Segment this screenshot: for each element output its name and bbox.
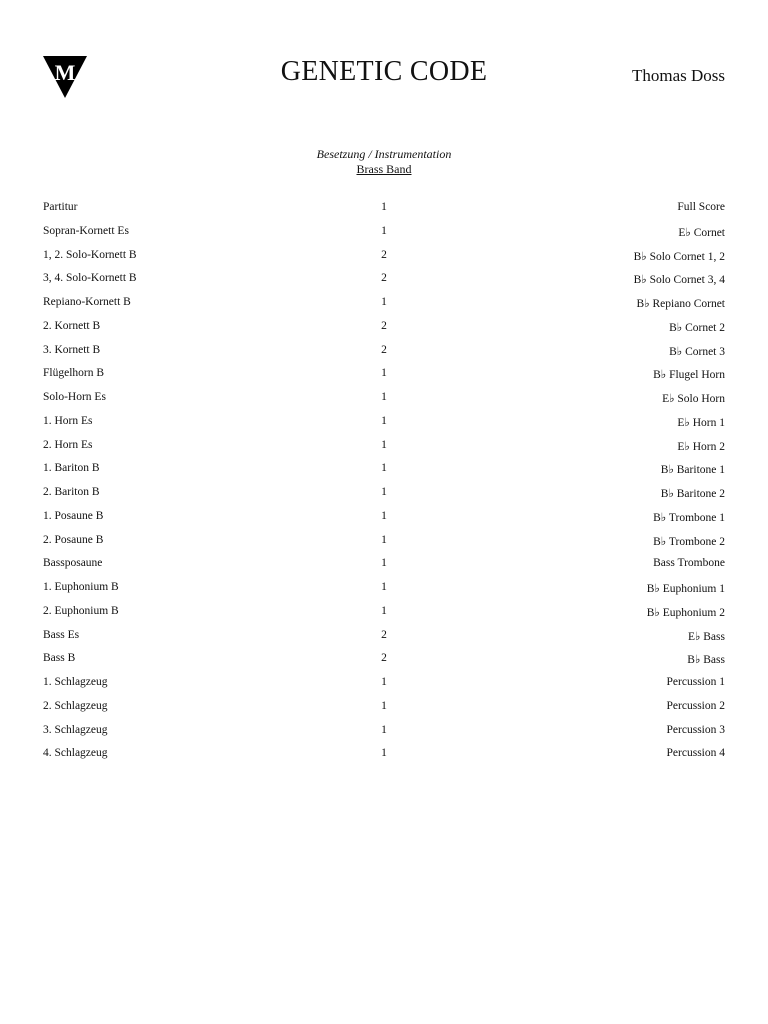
part-name-german: Flügelhorn B — [43, 367, 105, 380]
part-name-german: 1. Horn Es — [43, 414, 93, 427]
instrumentation-heading — [0, 147, 768, 177]
part-name-german: 1, 2. Solo-Kornett B — [43, 248, 137, 261]
part-name-english: Percussion 3 — [666, 723, 725, 736]
part-row — [43, 367, 725, 391]
part-name-german: Sopran-Kornett Es — [43, 224, 129, 237]
part-count: 1 — [381, 486, 387, 498]
part-name-english: B♭ Cornet 3 — [669, 345, 725, 358]
part-count: 1 — [381, 438, 387, 451]
part-name-english: B♭ Solo Cornet 3, 4 — [633, 274, 725, 287]
part-name-english: B♭ Trombone 1 — [653, 511, 725, 524]
part-name-german: Bass B — [43, 652, 76, 665]
part-row — [43, 225, 725, 249]
part-name-german: 4. Schlagzeug — [43, 747, 108, 760]
part-name-german: 1. Posaune B — [43, 509, 104, 522]
part-row — [43, 462, 725, 486]
part-count: 2 — [381, 248, 387, 261]
part-count: 1 — [381, 723, 387, 736]
part-count: 1 — [381, 581, 387, 593]
part-name-german: 2. Horn Es — [43, 438, 93, 451]
part-name-german: 2. Euphonium B — [43, 604, 119, 617]
part-count: 1 — [381, 676, 387, 688]
part-count: 1 — [381, 462, 387, 475]
part-name-english: Percussion 4 — [666, 747, 725, 760]
part-row — [43, 724, 725, 748]
part-name-german: 1. Schlagzeug — [43, 676, 108, 688]
part-name-german: Solo-Horn Es — [43, 391, 106, 403]
part-name-german: Partitur — [43, 201, 78, 213]
part-name-german: 2. Posaune B — [43, 533, 104, 546]
part-name-english: B♭ Cornet 2 — [669, 321, 725, 334]
part-count: 1 — [381, 391, 387, 403]
part-row — [43, 249, 725, 273]
score-title: GENETIC CODE — [280, 56, 488, 87]
part-name-english: B♭ Euphonium 2 — [646, 606, 725, 619]
part-count: 1 — [381, 699, 387, 712]
part-count: 2 — [381, 272, 387, 285]
part-name-english: E♭ Bass — [687, 630, 725, 643]
part-count: 2 — [381, 343, 387, 356]
part-row — [43, 344, 725, 368]
part-row — [43, 605, 725, 629]
part-name-german: 3. Schlagzeug — [43, 723, 108, 736]
part-count: 2 — [381, 628, 387, 641]
part-count: 1 — [381, 533, 387, 546]
part-row — [43, 581, 725, 605]
part-name-german: 1. Euphonium B — [43, 581, 119, 593]
part-row — [43, 320, 725, 344]
part-name-english: E♭ Solo Horn — [662, 393, 725, 405]
part-row — [43, 296, 725, 320]
part-name-english: B♭ Baritone 2 — [660, 488, 725, 500]
part-name-german: Bassposaune — [43, 557, 103, 570]
part-count: 2 — [381, 652, 387, 665]
part-count: 1 — [381, 557, 387, 570]
part-row — [43, 676, 725, 700]
part-count: 1 — [381, 224, 387, 237]
logo-letter: M — [54, 60, 76, 85]
part-name-english: B♭ Repiano Cornet — [636, 298, 725, 310]
part-name-english: E♭ Horn 1 — [677, 416, 725, 429]
part-name-english: E♭ Cornet — [678, 226, 725, 239]
part-name-german: 2. Bariton B — [43, 486, 100, 498]
part-count: 1 — [381, 367, 387, 380]
part-row — [43, 486, 725, 510]
part-row — [43, 747, 725, 771]
composer-name: Thomas Doss — [631, 66, 725, 85]
part-name-german: 2. Kornett B — [43, 319, 101, 332]
part-count: 1 — [381, 747, 387, 760]
part-count: 1 — [381, 604, 387, 617]
part-row — [43, 700, 725, 724]
part-count: 1 — [381, 414, 387, 427]
part-row — [43, 391, 725, 415]
part-name-english: B♭ Flugel Horn — [653, 369, 725, 382]
part-name-english: Percussion 1 — [666, 676, 725, 688]
part-count: 1 — [381, 201, 387, 213]
parts-list — [43, 201, 725, 771]
part-name-german: Bass Es — [43, 628, 80, 641]
part-row — [43, 272, 725, 296]
instrumentation-label: Besetzung / Instrumentation — [316, 147, 452, 161]
part-row — [43, 201, 725, 225]
part-row — [43, 557, 725, 581]
part-name-german: 3. Kornett B — [43, 343, 101, 356]
part-name-german: 1. Bariton B — [43, 462, 100, 475]
part-count: 1 — [381, 296, 387, 308]
part-name-english: Bass Trombone — [653, 557, 725, 570]
part-name-english: B♭ Solo Cornet 1, 2 — [633, 250, 725, 263]
part-name-english: B♭ Trombone 2 — [653, 535, 725, 548]
part-name-english: B♭ Bass — [687, 654, 725, 667]
part-name-german: 2. Schlagzeug — [43, 699, 108, 712]
part-row — [43, 439, 725, 463]
part-count: 1 — [381, 509, 387, 522]
part-row — [43, 510, 725, 534]
part-row — [43, 629, 725, 653]
part-name-english: Percussion 2 — [666, 699, 725, 712]
part-name-german: 3, 4. Solo-Kornett B — [43, 272, 137, 285]
part-row — [43, 534, 725, 558]
part-row — [43, 652, 725, 676]
ensemble-name: Brass Band — [356, 162, 412, 176]
part-name-english: Full Score — [677, 201, 725, 213]
part-name-german: Repiano-Kornett B — [43, 296, 131, 308]
part-name-english: B♭ Euphonium 1 — [646, 583, 725, 595]
part-count: 2 — [381, 319, 387, 332]
part-row — [43, 415, 725, 439]
part-name-english: B♭ Baritone 1 — [660, 464, 725, 477]
part-name-english: E♭ Horn 2 — [677, 440, 725, 453]
